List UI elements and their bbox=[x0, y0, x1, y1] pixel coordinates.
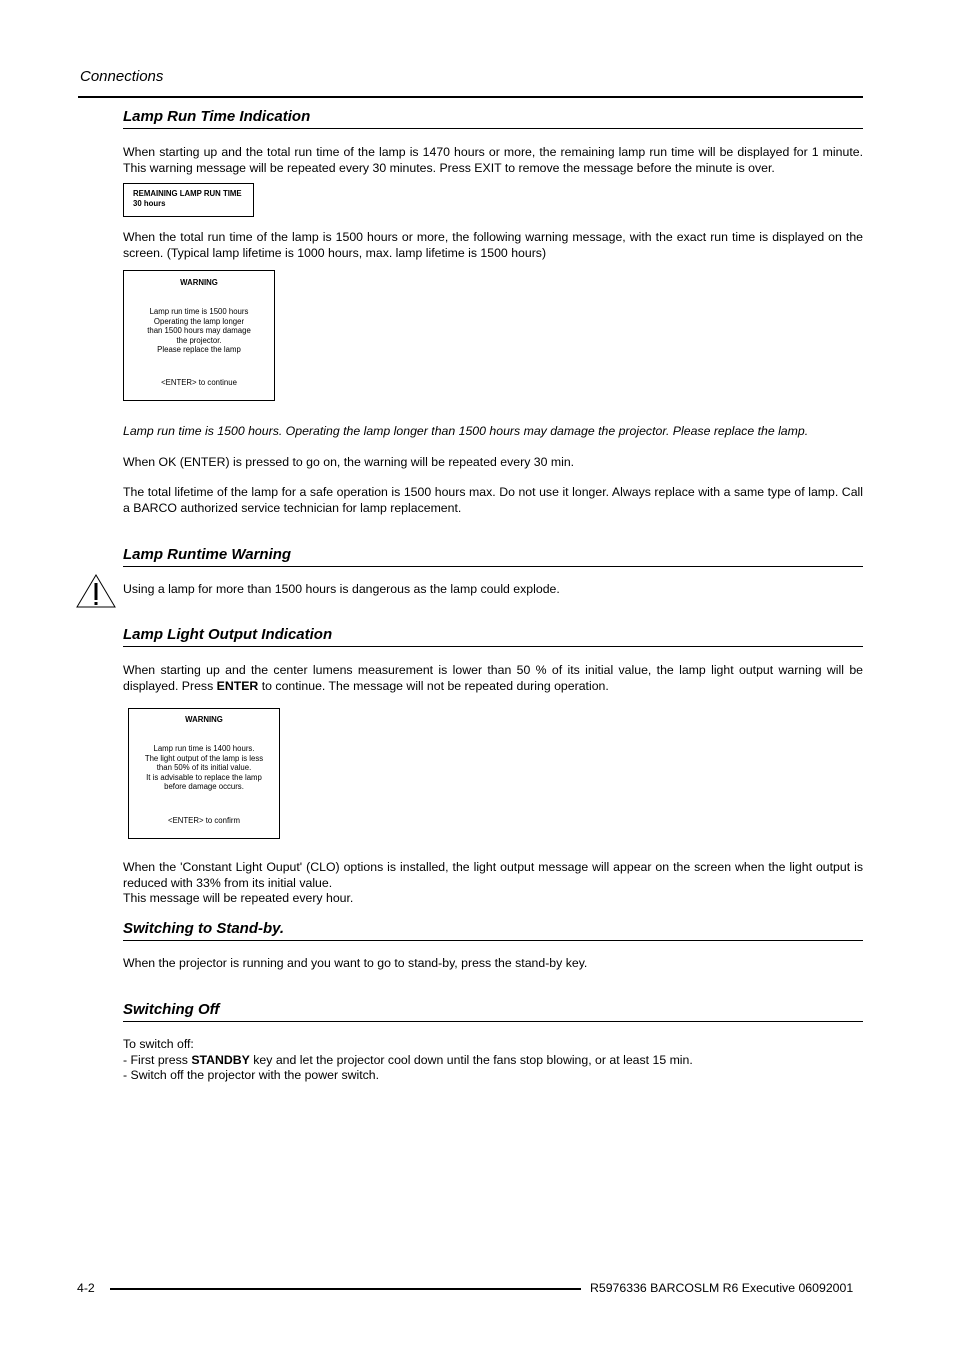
text-run: to continue. The message will not be repeated during operation. bbox=[258, 678, 609, 693]
light-output-warning-message-box bbox=[128, 708, 280, 839]
message-line: before damage occurs. bbox=[164, 782, 244, 792]
page-number: 4-2 bbox=[77, 1281, 95, 1295]
document-reference: R5976336 BARCOSLM R6 Executive 06092001 bbox=[590, 1281, 854, 1295]
enter-key-label: ENTER bbox=[216, 678, 259, 693]
text-line: - Switch off the projector with the power switch. bbox=[123, 1068, 380, 1082]
paragraph-light-output-intro bbox=[123, 663, 863, 694]
message-line: It is advisable to replace the lamp bbox=[146, 772, 262, 782]
section-title-lamp-run-time: Lamp Run Time Indication bbox=[123, 108, 863, 129]
paragraph-ok-enter: When OK (ENTER) is pressed to go on, the warning will be repeated every 30 min. bbox=[123, 455, 575, 469]
message-body bbox=[124, 307, 274, 355]
paragraph-clo bbox=[123, 860, 863, 907]
section-title-lamp-runtime-warning: Lamp Runtime Warning bbox=[123, 546, 863, 567]
message-line: Lamp run time is 1500 hours bbox=[149, 307, 249, 316]
text-run: - First press bbox=[123, 1052, 192, 1067]
lamp-warning-message-box bbox=[123, 270, 275, 401]
standby-key-label: STANDBY bbox=[191, 1052, 250, 1067]
text-line bbox=[123, 1053, 863, 1069]
paragraph-lamp-lifetime: The total lifetime of the lamp for a safe operation is 1500 hours max. Do not use it longer. Always replace with a same type of lamp. Call a BARCO authorized service technician for lamp replacement. bbox=[123, 485, 863, 515]
message-title: WARNING bbox=[185, 715, 223, 724]
message-line: than 50% of its initial value. bbox=[156, 763, 252, 773]
message-line: Operating the lamp longer bbox=[153, 316, 245, 326]
section-title-standby: Switching to Stand-by. bbox=[123, 920, 863, 941]
paragraph-lamp-run-time-intro: When starting up and the total run time of the lamp is 1470 hours or more, the remaining lamp run time will be displayed for 1 minute. This warning message will be repeated every 30 minutes. Press EXIT to remove the message before the minute is over. bbox=[123, 145, 863, 175]
message-body bbox=[129, 744, 279, 792]
remaining-lamp-run-time-message-box bbox=[123, 183, 254, 217]
text-line: To switch off: bbox=[123, 1037, 194, 1051]
message-footer: <ENTER> to confirm bbox=[168, 816, 240, 825]
message-line: Lamp run time is 1400 hours. bbox=[153, 744, 255, 753]
text-run: When starting up and the center lumens measurement is lower than 50 % of its initial value, the lamp light output warning will be displayed. Press bbox=[123, 663, 863, 693]
message-line: Please replace the lamp bbox=[157, 345, 241, 355]
text-line: This message will be repeated every hour. bbox=[123, 891, 354, 905]
warning-triangle-icon bbox=[76, 574, 116, 608]
message-line: The light output of the lamp is less bbox=[144, 753, 264, 763]
paragraph-standby: When the projector is running and you want to go to stand-by, press the stand-by key. bbox=[123, 956, 588, 970]
footer-rule bbox=[110, 1288, 581, 1290]
paragraph-warning-translation: Lamp run time is 1500 hours. Operating the lamp longer than 1500 hours may damage the projector. Please replace the lamp. bbox=[123, 424, 809, 438]
paragraph-lamp-1500-hours: When the total run time of the lamp is 1500 hours or more, the following warning message, with the exact run time is displayed on the screen. (Typical lamp lifetime is 1000 hours, max. lamp lifetime is 1500 hours) bbox=[123, 230, 863, 260]
section-title-lamp-light-output: Lamp Light Output Indication bbox=[123, 626, 863, 647]
text-run: key and let the projector cool down until the fans stop blowing, or at least 15 min. bbox=[249, 1052, 693, 1067]
section-title-switching-off: Switching Off bbox=[123, 1001, 863, 1022]
text-line: When the 'Constant Light Ouput' (CLO) options is installed, the light output message will appear on the screen when the light output is reduced with 33% from its initial value. bbox=[123, 860, 863, 890]
message-line: than 1500 hours may damage bbox=[147, 326, 251, 336]
message-footer: <ENTER> to continue bbox=[161, 378, 237, 387]
message-line: 30 hours bbox=[133, 198, 166, 208]
message-line: REMAINING LAMP RUN TIME bbox=[133, 189, 242, 198]
header-rule bbox=[78, 96, 863, 98]
chapter-title: Connections bbox=[80, 68, 164, 85]
message-title: WARNING bbox=[180, 278, 218, 287]
paragraph-runtime-danger: Using a lamp for more than 1500 hours is dangerous as the lamp could explode. bbox=[123, 582, 560, 596]
paragraph-switching-off bbox=[123, 1037, 863, 1084]
message-line: the projector. bbox=[176, 335, 222, 345]
